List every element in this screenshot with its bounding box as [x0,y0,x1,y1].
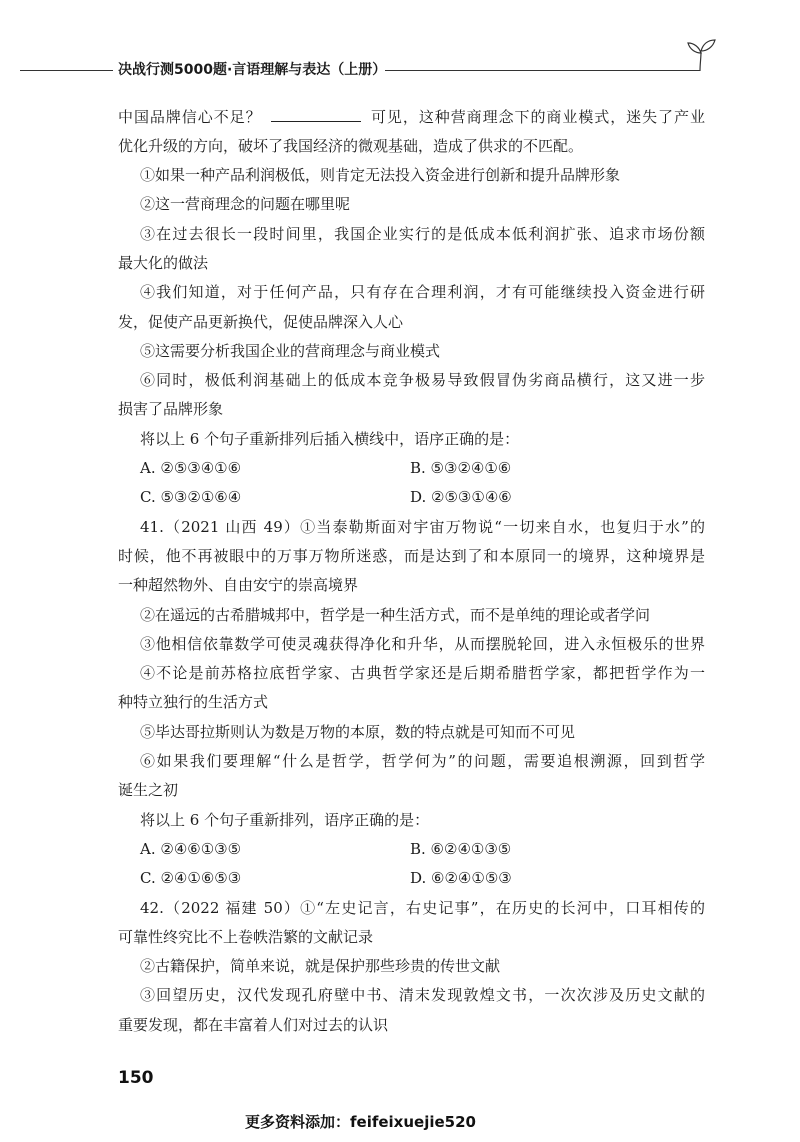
q40-sentence-4-line-1: ④我们知道，对于任何产品，只有存在合理利润，才有可能继续投入资金进行研 [140,283,705,302]
q40-option-a: A. ②⑤③④①⑥ [140,459,242,478]
q40-option-b: B. ⑤③②④①⑥ [410,459,512,478]
q40-stem-line-2: 优化升级的方向，破坏了我国经济的微观基础，造成了供求的不匹配。 [118,136,584,155]
q40-options-row-1 [118,454,705,483]
q40-sentence-6-line-2: 损害了品牌形象 [118,400,224,419]
page-body [118,103,705,1041]
book-title: 决战行测5000题·言语理解与表达（上册） [118,62,387,78]
q40-sentence-3-line-2: 最大化的做法 [118,253,209,272]
q40-prompt: 将以上 6 个句子重新排列后插入横线中，语序正确的是： [140,429,520,448]
q41-sentence-4-line-2: 种特立独行的生活方式 [118,693,269,712]
page-number: 150 [118,1068,154,1088]
q41-option-b: B. ⑥②④①③⑤ [410,839,512,858]
q41-sentence-3: ③他相信依靠数学可使灵魂获得净化和升华，从而摆脱轮回，进入永恒极乐的世界 [140,634,705,653]
q40-sentence-5: ⑤这需要分析我国企业的营商理念与商业模式 [140,341,441,360]
q40-stem-before-blank: 中国品牌信心不足？ [118,107,262,126]
q42-sentence-2: ②古籍保护，简单来说，就是保护那些珍贵的传世文献 [140,957,501,976]
q40-stem-after-blank: 可见，这种营商理念下的商业模式，迷失了产业 [370,107,705,126]
q41-option-a: A. ②④⑥①③⑤ [140,839,242,858]
q42-source: （2022 福建 50） [163,898,301,917]
answer-blank [271,105,361,122]
q42-sentence-3-line-1: ③回望历史，汉代发现孔府壁中书、清末发现敦煌文书，一次次涉及历史文献的 [140,986,705,1005]
q42-number: 42. [140,898,164,917]
q42-line-1 [118,894,705,923]
q41-sentence-6-line-2: 诞生之初 [118,781,179,800]
q42-sentence-3-line-2: 重要发现，都在丰富着人们对过去的认识 [118,1015,389,1034]
q41-sentence-1-line-2: 时候，他不再被眼中的万事万物所迷惑，而是达到了和本原同一的境界，这种境界是 [118,546,705,565]
sprout-icon [686,38,716,72]
q40-sentence-1: ①如果一种产品利润极低，则肯定无法投入资金进行创新和提升品牌形象 [140,166,621,185]
q41-source: （2021 山西 49） [163,517,301,536]
q41-sentence-1-line-3: 一种超然物外、自由安宁的崇高境界 [118,576,359,595]
header-rule-left [20,70,113,71]
q41-number: 41. [140,517,164,536]
q40-options-row-2 [118,483,705,512]
q40-option-c: C. ⑤③②①⑥④ [140,488,242,507]
q40-sentence-3-line-1: ③在过去很长一段时间里，我国企业实行的是低成本低利润扩张、追求市场份额 [140,224,705,243]
q42-sentence-1-line-1: ①“左史记言，右史记事”，在历史的长河中，口耳相传的 [300,898,705,917]
q40-option-d: D. ②⑤③①④⑥ [410,488,512,507]
q41-options-row-1 [118,835,705,864]
q40-sentence-2: ②这一营商理念的问题在哪里呢 [140,195,351,214]
q41-sentence-1-line-1: ①当泰勒斯面对宇宙万物说“一切来自水，也复归于水”的 [300,517,705,536]
q40-sentence-4-line-2: 发，促使产品更新换代，促使品牌深入人心 [118,312,404,331]
q41-option-d: D. ⑥②④①⑤③ [410,869,512,888]
q41-prompt: 将以上 6 个句子重新排列，语序正确的是： [140,810,430,829]
q41-sentence-6-line-1: ⑥如果我们要理解“什么是哲学，哲学何为”的问题，需要追根溯源，回到哲学 [140,752,705,771]
q41-options-row-2 [118,864,705,893]
running-header [0,56,800,86]
header-rule-right [385,70,700,71]
q41-sentence-4-line-1: ④不论是前苏格拉底哲学家、古典哲学家还是后期希腊哲学家，都把哲学作为一 [140,664,705,683]
promo-note: 更多资料添加：feifeixuejie520 [245,1113,476,1131]
q41-option-c: C. ②④①⑥⑤③ [140,869,242,888]
q40-sentence-6-line-1: ⑥同时，极低利润基础上的低成本竞争极易导致假冒伪劣商品横行，这又进一步 [140,371,705,390]
q41-line-1 [118,513,705,542]
q42-sentence-1-line-2: 可靠性终究比不上卷帙浩繁的文献记录 [118,927,374,946]
q41-sentence-5: ⑤毕达哥拉斯则认为数是万物的本原，数的特点就是可知而不可见 [140,722,576,741]
q40-stem-line-1 [118,103,705,132]
q41-sentence-2: ②在遥远的古希腊城邦中，哲学是一种生活方式，而不是单纯的理论或者学问 [140,605,651,624]
